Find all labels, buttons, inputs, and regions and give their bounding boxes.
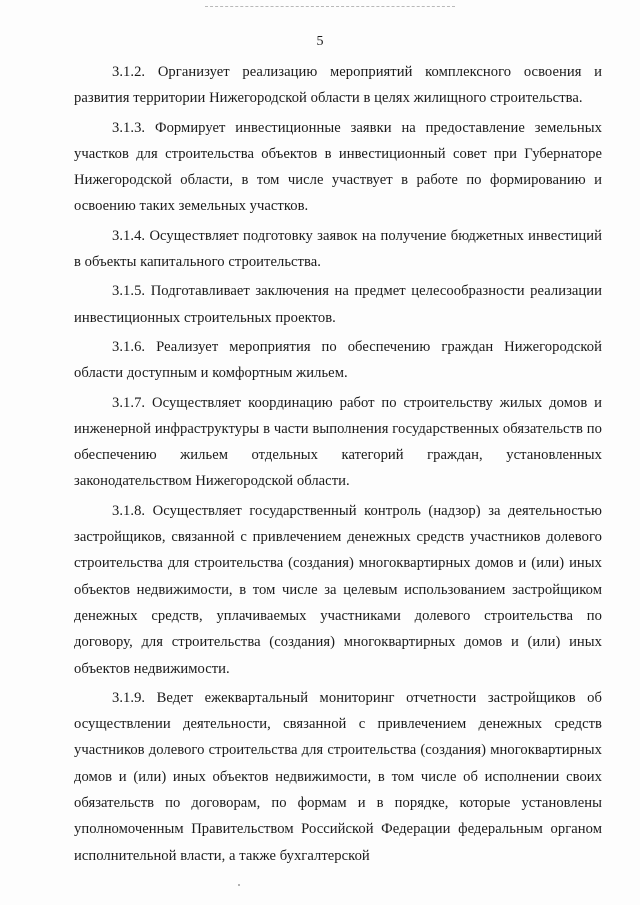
- paragraph-3-1-5: [74, 278, 602, 331]
- paragraph-3-1-8: [74, 498, 602, 682]
- paragraph-number: 3.1.8.: [112, 502, 146, 519]
- paragraph-3-1-7: [74, 390, 602, 495]
- paragraph-text: Организует реализацию мероприятий комплексного освоения и развития территории Нижегородской области в целях жилищного строительства.: [74, 64, 603, 107]
- paragraph-number: 3.1.5.: [112, 283, 146, 300]
- scan-speck: [238, 884, 240, 886]
- paragraph-text: Подготавливает заключения на предмет целесообразности реализации инвестиционных строительных проектов.: [74, 283, 602, 326]
- paragraph-3-1-2: [74, 59, 602, 112]
- paragraph-3-1-4: [74, 223, 602, 276]
- paragraph-text: Формирует инвестиционные заявки на предоставление земельных участков для строительства объектов в инвестиционный совет при Губернаторе Нижегородской области, в том числе участвует в работе по формированию и освоению таких земельных участков.: [74, 119, 602, 215]
- paragraph-text: Реализует мероприятия по обеспечению граждан Нижегородской области доступным и комфортным жильем.: [74, 338, 602, 382]
- paragraph-3-1-9: [74, 685, 602, 869]
- paragraph-3-1-6: [74, 334, 602, 387]
- paragraph-number: 3.1.2.: [112, 64, 146, 80]
- paragraph-text: Осуществляет подготовку заявок на получение бюджетных инвестиций в объекты капитального строительства.: [74, 227, 602, 271]
- scan-top-edge: [205, 6, 455, 7]
- paragraph-text: Осуществляет координацию работ по строительству жилых домов и инженерной инфраструктуры в части выполнения государственных обязательств по обеспечению жильем отдельных категорий граждан, установленных законодательством Нижегородской области.: [74, 394, 602, 490]
- paragraph-number: 3.1.3.: [112, 119, 146, 136]
- paragraph-number: 3.1.4.: [112, 227, 146, 244]
- paragraph-number: 3.1.9.: [112, 689, 146, 706]
- page-number: 5: [316, 34, 324, 49]
- paragraph-text: Осуществляет государственный контроль (надзор) за деятельностью застройщиков, связанной с привлечением денежных средств участников долевого строительства для строительства (создания) многоквартирных домов и (или) иных объектов недвижимости, в том числе за целевым использованием застройщиком денежных средств, уплачиваемых участниками долевого строительства по договору, для строительства (создания) многоквартирных домов и (или) иных объектов недвижимости.: [74, 502, 602, 677]
- paragraph-number: 3.1.7.: [112, 394, 146, 411]
- paragraph-text: Ведет ежеквартальный мониторинг отчетности застройщиков об осуществлении деятельности, связанной с привлечением денежных средств участников долевого строительства для строительства (создания) многоквартирных домов и (или) иных объектов недвижимости, в том числе об исполнении своих обязательств по договорам, по формам и в порядке, которые установлены уполномоченным Правительством Российской Федерации федеральным органом исполнительной власти, а также бухгалтерской: [74, 689, 603, 864]
- paragraph-number: 3.1.6.: [112, 338, 146, 355]
- document-body: [74, 59, 602, 872]
- paragraph-3-1-3: [74, 115, 602, 220]
